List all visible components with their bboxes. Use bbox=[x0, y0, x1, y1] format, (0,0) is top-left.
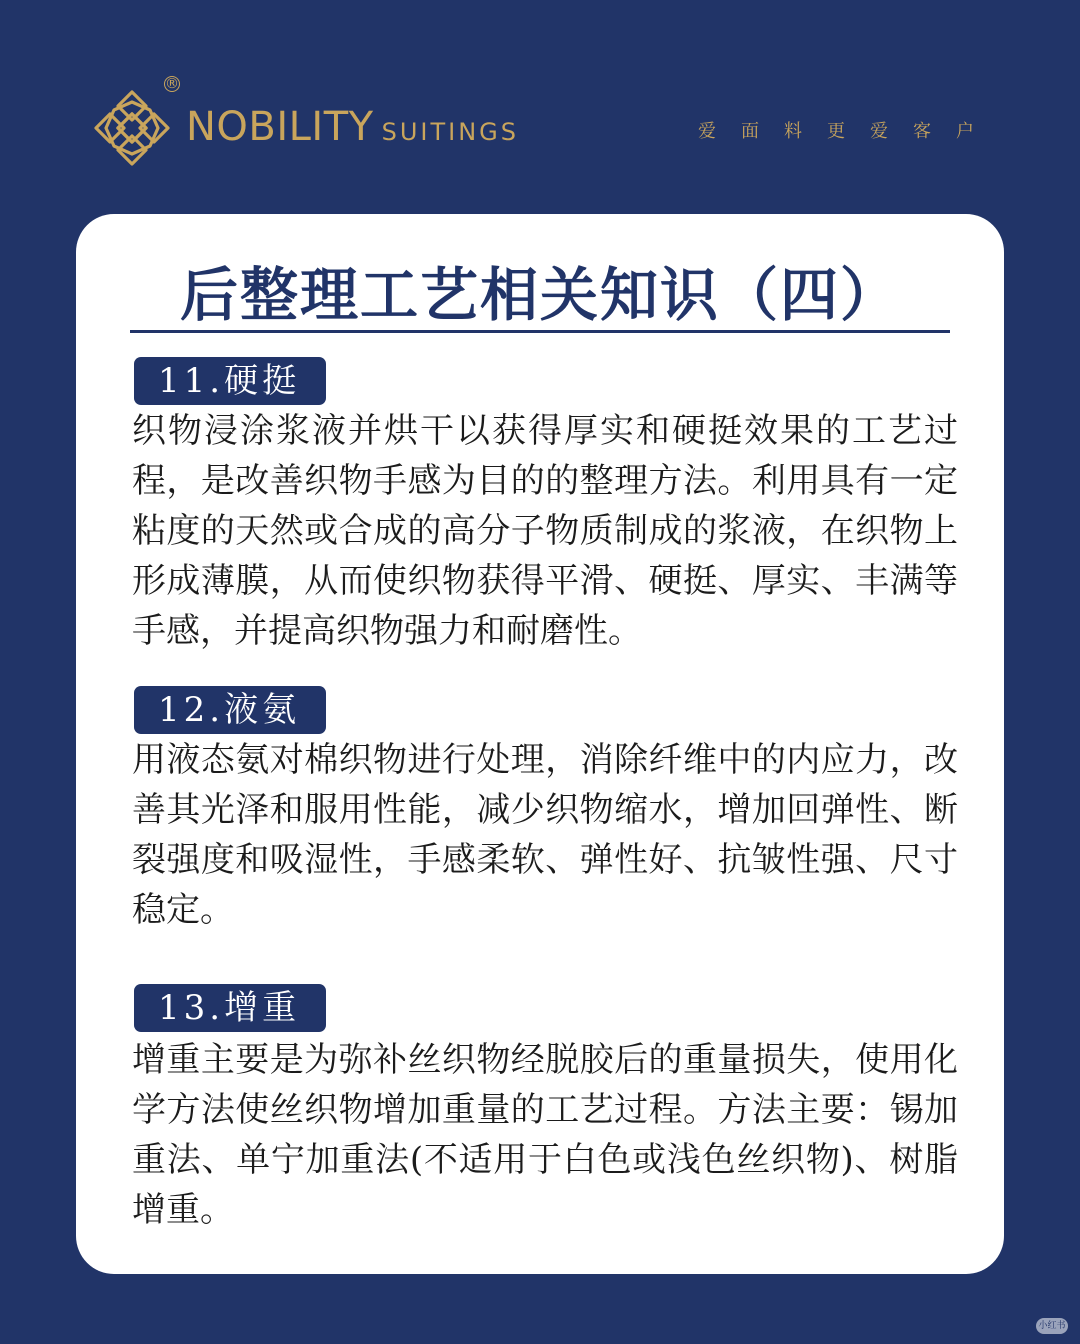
section-body-13: 增重主要是为弥补丝织物经脱胶后的重量损失，使用化学方法使丝织物增加重量的工艺过程。方法主要：锡加重法、单宁加重法(不适用于白色或浅色丝织物)、树脂增重。 bbox=[132, 1040, 958, 1230]
brand-sub-text: SUITINGS bbox=[381, 118, 519, 146]
section-tag-12: 12.液氨 bbox=[134, 686, 326, 734]
section-body-11: 织物浸涂浆液并烘干以获得厚实和硬挺效果的工艺过程，是改善织物手感为目的的整理方法。利用具有一定粘度的天然或合成的高分子物质制成的浆液，在织物上形成薄膜，从而使织物获得平滑、硬挺、厚实、丰满等手感，并提高织物强力和耐磨性。 bbox=[132, 411, 958, 651]
brand-logo-icon bbox=[92, 88, 172, 168]
registered-mark: ® bbox=[165, 76, 179, 92]
section-body-12: 用液态氨对棉织物进行处理，消除纤维中的内应力，改善其光泽和服用性能，减少织物缩水，增加回弹性、断裂强度和吸湿性，手感柔软、弹性好、抗皱性强、尺寸稳定。 bbox=[132, 740, 958, 930]
brand-name bbox=[186, 104, 519, 150]
section-tag-13: 13.增重 bbox=[134, 984, 326, 1032]
title-divider bbox=[130, 330, 950, 333]
brand-main-text: NOBILITY bbox=[186, 104, 374, 150]
header bbox=[0, 0, 1080, 210]
slogan: 爱面料更爱客户 bbox=[698, 121, 999, 142]
page-title: 后整理工艺相关知识（四） bbox=[179, 261, 900, 329]
section-tag-11: 11.硬挺 bbox=[134, 357, 326, 405]
watermark-badge: 小红书 bbox=[1036, 1318, 1068, 1334]
content-card bbox=[76, 214, 1004, 1274]
